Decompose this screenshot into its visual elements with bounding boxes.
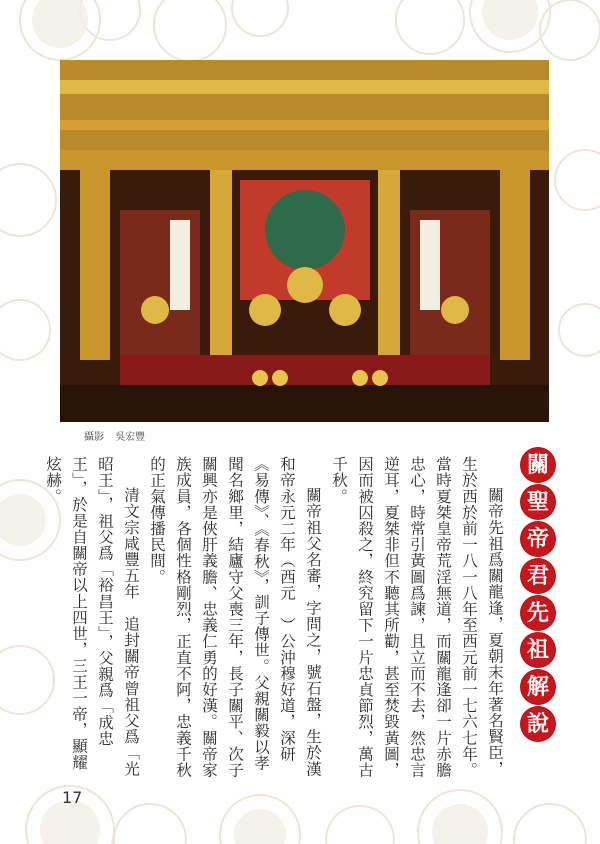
photo-credit-name: 吳宏豐 bbox=[115, 432, 146, 443]
paragraph: 關帝先祖爲關龍逢，夏朝末年著名賢臣，生於西於前一八一八年至西元前一七六七年。當時夏桀皇帝荒淫無道，而關龍逢卻一片赤膽忠心，時常引黃圖爲諫，且立而不去，然忠言逆耳，夏桀非但不聽其所勸，甚至焚毀黃圖，因而被囚殺之，終究留下一片忠貞節烈，萬古千秋。 bbox=[330, 456, 504, 778]
paragraph: 清文宗咸豐五年 追封關帝曾祖父爲「光昭王」，祖父爲「裕昌王」，父親爲「成忠王」，於是自關帝以上四世，三王一帝，顯耀炫赫。 bbox=[44, 456, 140, 777]
title-char: 說 bbox=[521, 707, 555, 741]
title-char: 先 bbox=[521, 596, 555, 630]
title-char: 祖 bbox=[521, 633, 555, 667]
photo-credit bbox=[84, 428, 145, 443]
title-char: 關 bbox=[521, 448, 555, 482]
page-number: 17 bbox=[62, 788, 83, 807]
title-char: 解 bbox=[521, 670, 555, 704]
body-text bbox=[44, 456, 508, 786]
paragraph: 關帝祖父名審，字問之，號石盤，生於漢和帝永元二年（西元 ）公沖穆好道，深研《易傳》、《春秋》，訓子傳世。父親關毅以孝聞名鄉里，結廬守父喪三年，長子關平、次子關興亦是俠肝義膽、忠義仁勇的好漢。關帝家族成員，各個性格剛烈，正直不阿，忠義千秋的正氣傳播民間。 bbox=[148, 456, 322, 778]
section-title bbox=[517, 448, 559, 741]
title-char: 聖 bbox=[521, 485, 555, 519]
title-char: 帝 bbox=[521, 522, 555, 556]
temple-altar-photo bbox=[60, 60, 549, 422]
title-char: 君 bbox=[521, 559, 555, 593]
photo-credit-label: 攝影 bbox=[84, 432, 104, 443]
